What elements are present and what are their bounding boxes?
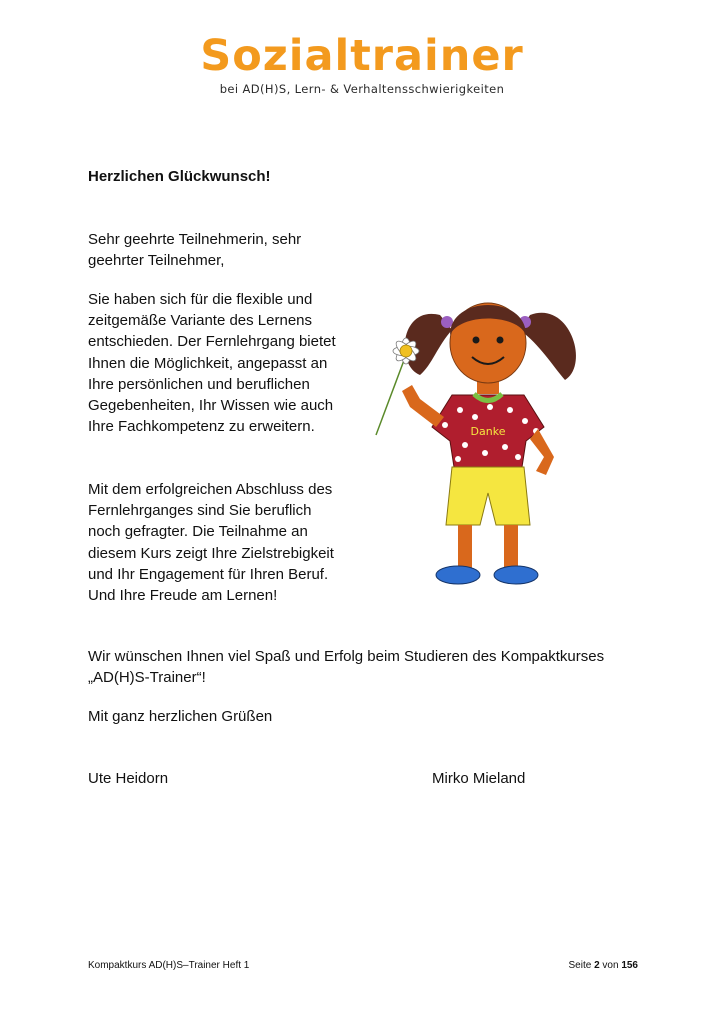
signature-ute-heidorn: Ute Heidorn: [88, 770, 169, 787]
page-current: 2: [594, 960, 600, 971]
page-mid: von: [599, 960, 622, 971]
logo-title: Sozialtrainer: [200, 31, 524, 81]
right-shoe: [494, 566, 538, 584]
closing-greeting: Mit ganz herzlichen Grüßen: [88, 708, 273, 725]
logo: [0, 32, 724, 96]
shirt-text: Danke: [470, 425, 506, 438]
flower: [393, 338, 419, 364]
flower-stem: [376, 355, 406, 435]
footer-page-number: [568, 960, 638, 971]
hair-tie-left: [441, 316, 453, 328]
paragraph-2: Mit dem erfolgreichen Abschluss des Fernlehrganges sind Sie beruflich noch gefragter. Die Teilnahme an diesem Kurs zeigt Ihre Zielstrebigkeit und Ihr Engagement für Ihren Beruf. Und Ihre Freude am Lernen!: [88, 481, 334, 605]
right-leg: [504, 525, 518, 569]
right-eye: [497, 337, 504, 344]
left-eye: [473, 337, 480, 344]
left-leg: [458, 525, 472, 569]
left-arm: [402, 385, 444, 427]
left-shoe: [436, 566, 480, 584]
girl-with-flower-illustration: [340, 195, 640, 615]
paragraph-1: Sie haben sich für die flexible und zeitgemäße Variante des Lernens entschieden. Der Fernlehrgang bietet Ihnen die Möglichkeit, angepasst an Ihre persönlichen und beruflichen Gegebenheiten, Ihr Wissen wie auch Ihre Fachkompetenz zu erweitern.: [88, 291, 336, 436]
shorts: [446, 467, 530, 525]
right-arm: [530, 429, 554, 475]
paragraph-3: Wir wünschen Ihnen viel Spaß und Erfolg beim Studieren des Kompaktkurses „AD(H)S-Trainer“!: [88, 648, 605, 687]
salutation: Sehr geehrte Teilnehmerin, sehr geehrter Teilnehmer,: [88, 231, 302, 270]
logo-subtitle: bei AD(H)S, Lern- & Verhaltensschwierigkeiten: [219, 82, 505, 96]
letter-heading: Herzlichen Glückwunsch!: [88, 168, 271, 185]
signature-mirko-mieland: Mirko Mieland: [432, 770, 526, 787]
footer-course-title: Kompaktkurs AD(H)S–Trainer Heft 1: [88, 960, 250, 971]
page-total: 156: [621, 960, 638, 971]
page-prefix: Seite: [568, 960, 595, 971]
